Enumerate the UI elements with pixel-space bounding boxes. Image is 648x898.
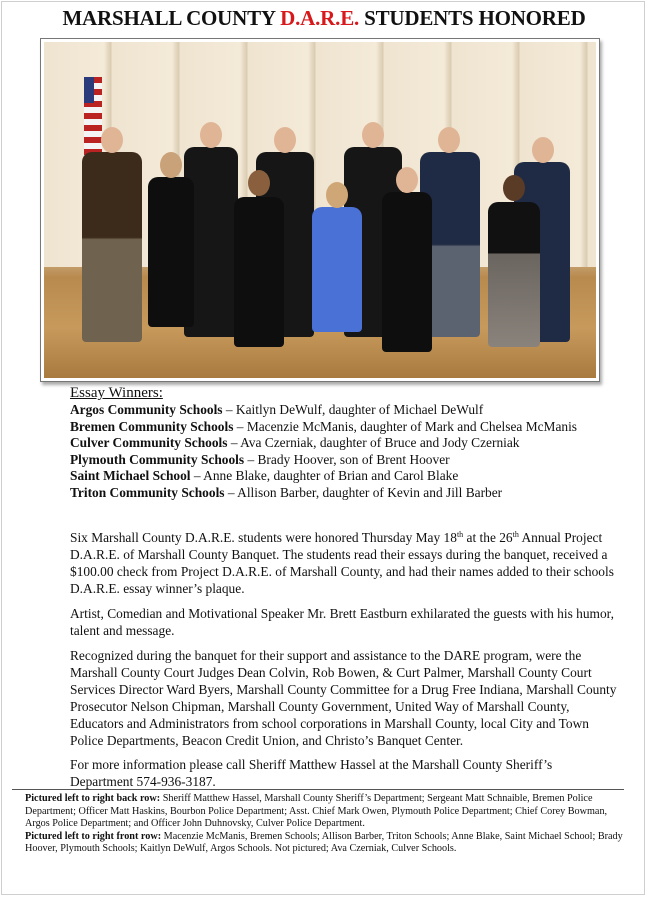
person-head bbox=[532, 137, 554, 163]
winner-school: Plymouth Community Schools bbox=[70, 451, 245, 467]
group-photo bbox=[44, 42, 596, 378]
person-student bbox=[488, 202, 540, 347]
person-student bbox=[382, 192, 432, 352]
winner-detail: – Brady Hoover, son of Brent Hoover bbox=[244, 451, 450, 467]
winner-detail: – Ava Czerniak, daughter of Bruce and Jody Czerniak bbox=[227, 435, 520, 451]
winner-school: Saint Michael School bbox=[70, 468, 191, 484]
winner-row bbox=[70, 435, 630, 452]
person-head bbox=[101, 127, 123, 153]
winner-row bbox=[70, 468, 630, 485]
person-head bbox=[362, 122, 384, 148]
winner-detail: – Kaitlyn DeWulf, daughter of Michael DeWulf bbox=[222, 402, 484, 417]
winner-row bbox=[70, 485, 630, 502]
paragraph-speaker: Artist, Comedian and Motivational Speaker Mr. Brett Eastburn exhilarated the guests with his humor, talent and message. bbox=[70, 606, 614, 638]
paragraph-recognized: Recognized during the banquet for their support and assistance to the DARE program, were the Marshall County Court Judges Dean Colvin, Rob Bowen, & Curt Palmer, Marshall County Court Services Director Ward Byers, Marshall County Committee for a Drug Free Indiana, Marshall County Prosecutor Nelson Chipman, Marshall County Government, United Way of Marshall County, Educators and Administrators from school corporations in Marshall County, local City and Town Police Departments, Beacon Credit Union, and Christo’s Banquet Center. bbox=[70, 648, 617, 748]
winner-school: Argos Community Schools bbox=[70, 402, 223, 417]
page-title bbox=[0, 6, 648, 31]
person-sheriff bbox=[82, 152, 142, 342]
person-head bbox=[274, 127, 296, 153]
caption-back-text: Sheriff Matthew Hassel, Marshall County Sheriff’s Department; Sergeant Matt Schnaible, Bremen Police Department; Officer Matt Haskins, Bourbon Police Department; Asst. Chief Mark Owen, Plymouth Police Department; Chief Corey Bowman, Argos Police Department; and Officer John Duhnovsky, Culver Police Department. bbox=[25, 793, 608, 830]
divider bbox=[12, 789, 624, 790]
person-head bbox=[326, 182, 348, 208]
person-student bbox=[312, 207, 362, 332]
person-head bbox=[503, 175, 525, 201]
winner-school: Culver Community Schools bbox=[70, 435, 228, 451]
paragraph-contact: For more information please call Sheriff Matthew Hassel at the Marshall County Sheriff’s Department 574-936-3187. bbox=[70, 757, 553, 789]
text: Annual Project D.A.R.E. of Marshall County Banquet. The students read their essays during the banquet, received a $100.00 check from Project D.A.R.E. of Marshall County, and had their names added to their schools D.A.R.E. essay winner’s plaque. bbox=[70, 530, 614, 596]
group-photo-frame bbox=[40, 38, 600, 382]
caption-back-label: Pictured left to right back row: bbox=[25, 793, 161, 804]
title-accent-dare: D.A.R.E. bbox=[280, 6, 360, 30]
ordinal-suffix: th bbox=[512, 530, 519, 539]
text: Six Marshall County D.A.R.E. students were honored Thursday May 18 bbox=[70, 530, 457, 545]
winner-detail: – Macenzie McManis, daughter of Mark and Chelsea McManis bbox=[233, 418, 578, 434]
person-student bbox=[234, 197, 284, 347]
caption-front-text: Macenzie McManis, Bremen Schools; Allison Barber, Triton Schools; Anne Blake, Saint Michael School; Brady Hoover, Plymouth Schools; Kaitlyn DeWulf, Argos Schools. Not pictured; Ava Czerniak, Culver Schools. bbox=[25, 830, 623, 855]
winner-school: Triton Community Schools bbox=[70, 484, 225, 500]
winner-row bbox=[70, 402, 630, 419]
caption-front-label: Pictured left to right front row: bbox=[25, 830, 162, 842]
person-head bbox=[160, 152, 182, 178]
winner-row bbox=[70, 419, 630, 436]
person-head bbox=[200, 122, 222, 148]
winner-detail: – Allison Barber, daughter of Kevin and Jill Barber bbox=[224, 484, 503, 500]
person-head bbox=[438, 127, 460, 153]
title-part-1: MARSHALL COUNTY bbox=[62, 6, 281, 30]
ordinal-suffix: th bbox=[456, 530, 464, 539]
person-student bbox=[148, 177, 194, 327]
winner-detail: – Anne Blake, daughter of Brian and Carol Blake bbox=[190, 468, 459, 484]
winner-school: Bremen Community Schools bbox=[70, 418, 234, 434]
essay-winners-heading: Essay Winners: bbox=[70, 385, 163, 401]
paragraph-honored bbox=[70, 529, 618, 597]
winner-row bbox=[70, 452, 630, 469]
photo-caption bbox=[25, 793, 625, 856]
text: at the 26 bbox=[463, 530, 513, 545]
person-head bbox=[248, 170, 270, 196]
essay-winners-list bbox=[70, 402, 630, 502]
title-part-2: STUDENTS HONORED bbox=[359, 6, 586, 30]
person-head bbox=[396, 167, 418, 193]
